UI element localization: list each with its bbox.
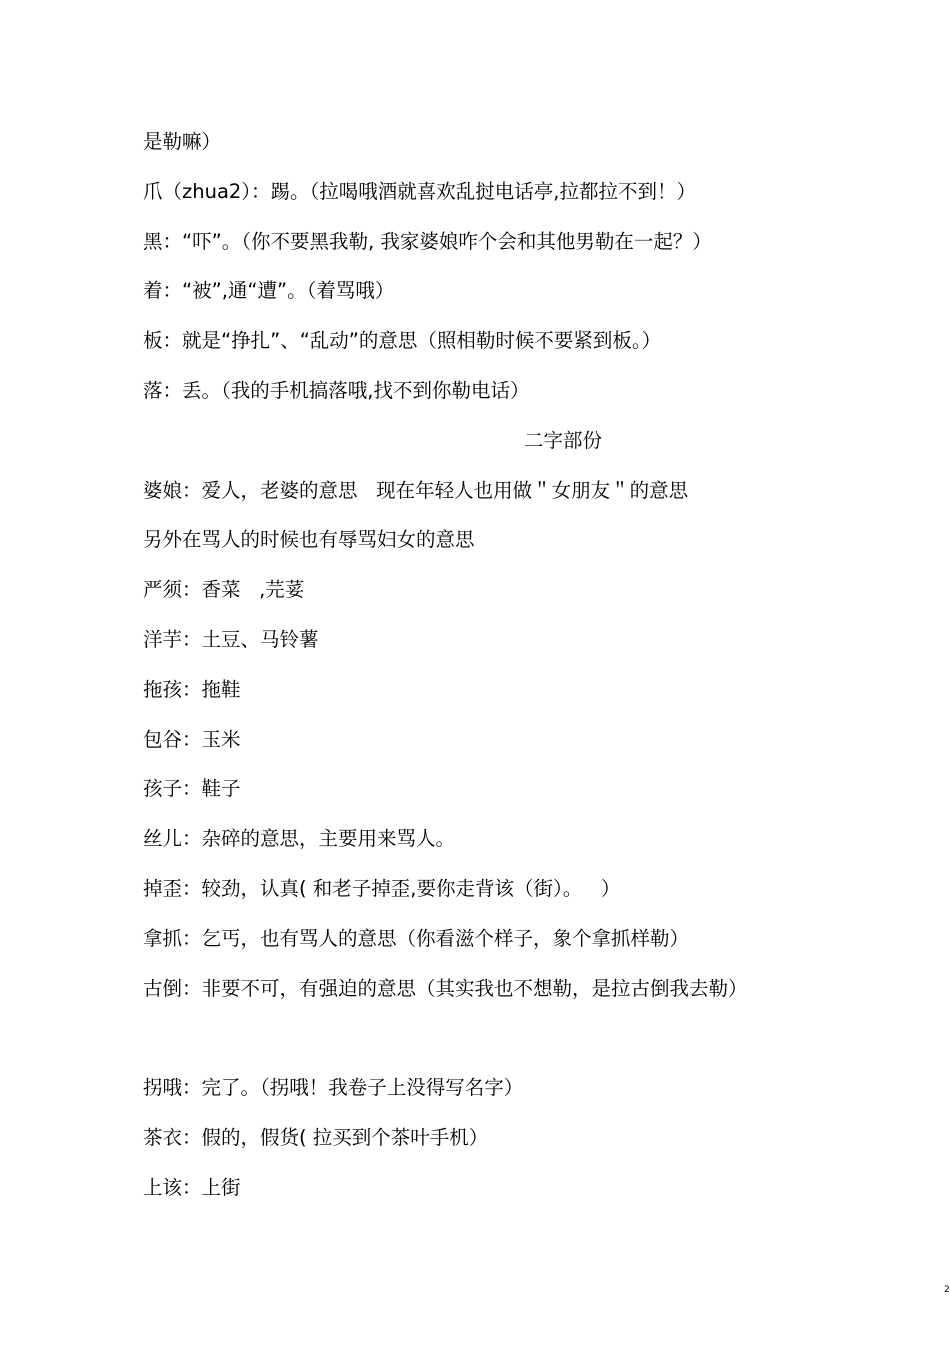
entry-poniang: 婆娘：爱人，老婆的意思 现在年轻人也用做＂女朋友＂的意思: [143, 478, 689, 502]
entry-shanggai: 上该：上街: [143, 1175, 241, 1199]
entry-yangyu: 洋芋：土豆、马铃薯: [143, 627, 319, 651]
document-body: [143, 126, 843, 1222]
entry-yanxu: 严须：香菜 ,芫荽: [143, 578, 305, 602]
entry-ban: 板：就是“挣扎”、“乱动”的意思（照相勒时候不要紧到板。）: [143, 329, 662, 353]
page-number: 2: [944, 1285, 950, 1295]
entry-zhua: 爪（zhua2）：踢。（拉喝哦酒就喜欢乱挝电话亭,拉都拉不到！）: [143, 179, 697, 203]
entry-zhao: 着：“被”,通“遭”。（着骂哦）: [143, 279, 395, 303]
section-heading: 二字部份: [524, 428, 603, 452]
entry-tuohai: 拖孩：拖鞋: [143, 677, 241, 701]
entry-poniang-note: 另外在骂人的时候也有辱骂妇女的意思: [143, 528, 475, 552]
blank-line: [143, 1022, 843, 1054]
entry-chayi: 茶衣：假的，假货( 拉买到个茶叶手机）: [143, 1125, 489, 1149]
entry-hei: 黑：“吓”。（你不要黑我勒, 我家婆娘咋个会和其他男勒在一起？）: [143, 229, 712, 253]
entry-haizi: 孩子：鞋子: [143, 777, 241, 801]
entry-diaowai: 掉歪：较劲，认真( 和老子掉歪,要你走背该（街）。 ）: [143, 876, 621, 900]
entry-nazhua: 拿抓：乞丐，也有骂人的意思（你看滋个样子，象个拿抓样勒）: [143, 926, 690, 950]
text-line-continuation: 是勒嘛）: [143, 130, 222, 153]
entry-guaio: 拐哦：完了。（拐哦！我卷子上没得写名字）: [143, 1076, 524, 1100]
entry-gudao: 古倒：非要不可，有强迫的意思（其实我也不想勒，是拉古倒我去勒）: [143, 976, 748, 1000]
entry-baogu: 包谷：玉米: [143, 727, 241, 751]
entry-sier: 丝儿：杂碎的意思，主要用来骂人。: [143, 827, 456, 851]
entry-luo: 落：丢。（我的手机搞落哦,找不到你勒电话）: [143, 378, 530, 402]
